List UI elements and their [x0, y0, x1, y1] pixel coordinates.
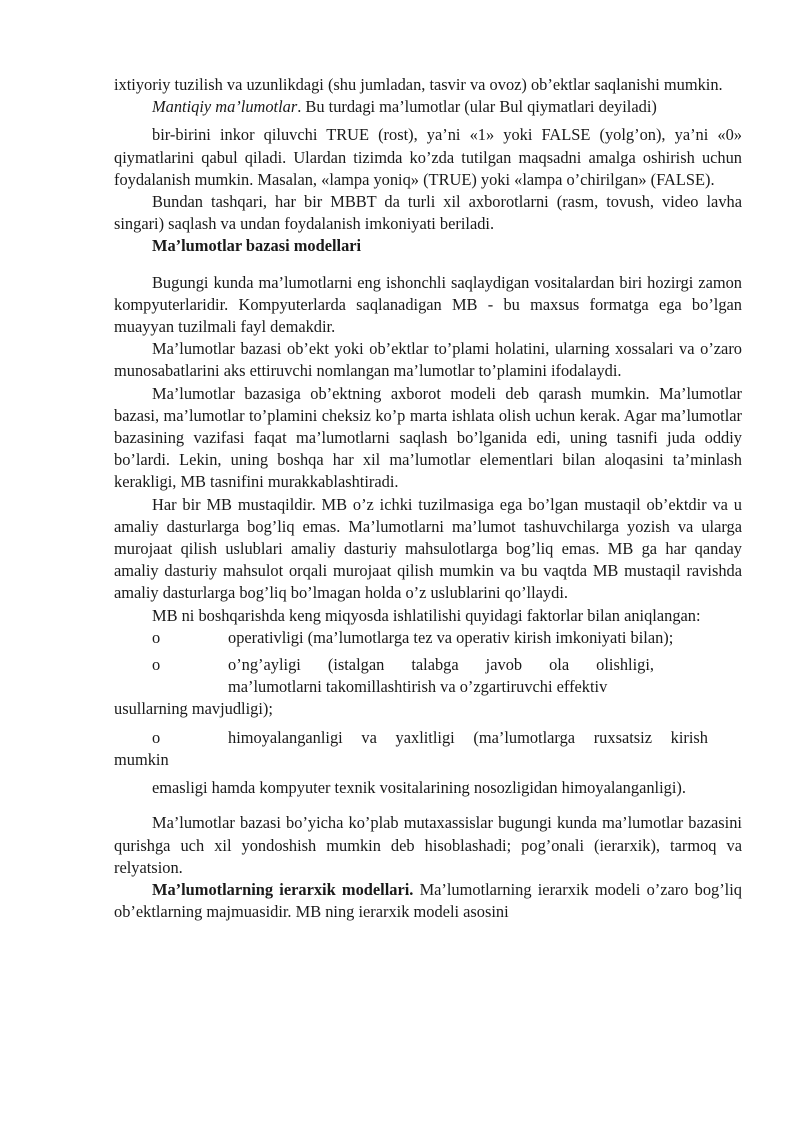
bullet-marker: o [152, 655, 161, 675]
paragraph-three-approaches: Ma’lumotlar bazasi bo’yicha ko’plab mutaxassislar bugungi kunda ma’lumotlar bazasini qurishga uch xil yondoshish mumkin deb hisoblashadi; pog’onali (ierarxik), tarmoq va relyatsion. [114, 813, 742, 877]
paragraph-hierarchical-rest: Ma’lumotlarning ierarxik modeli o’zaro bog’liq ob’ektlarning majmuasidir. MB ning ierarxik modeli asosini [114, 879, 742, 922]
paragraph-logical-data-rest: . Bu turdagi ma’lumotlar (ular Bul qiymatlari deyiladi) [297, 97, 657, 117]
document-page [114, 74, 742, 923]
paragraph-factors: MB ni boshqarishda keng miqyosda ishlatilishi quyidagi faktorlar bilan aniqlangan: [152, 605, 701, 625]
term-logical-data: Mantiqiy ma’lumotlar [152, 97, 298, 117]
bullet-item-3-line-2: mumkin [114, 749, 169, 769]
bullet-item-3 [114, 727, 742, 771]
section-heading-db-models: Ma’lumotlar bazasi modellari [152, 236, 362, 256]
bullet-item-2-line-3: usullarning mavjudligi); [114, 699, 273, 719]
paragraph-db-definition: Ma’lumotlar bazasi ob’ekt yoki ob’ektlar to’plami holatini, ularning xossalari va o’zaro munosabatlarini aks ettiruvchi nomlangan ma’lumotlar to’plamini ifodalaydi. [114, 339, 742, 381]
paragraph-true-false: bir-birini inkor qiluvchi TRUE (rost), ya’ni «1» yoki FALSE (yolg’on), ya’ni «0» qiymatlarini qabul qiladi. Ulardan tizimda ko’zda tutilgan maqsadni amalga oshirish uchun foydalanish mumkin. Masalan, «lampa yoniq» (TRUE) yoki «lampa o’chirilgan» (FALSE). [114, 125, 742, 189]
bullet-marker: o [152, 727, 161, 747]
bullet-item-2-line-2: ma’lumotlarni takomillashtirish va o’zgartiruvchi effektiv [228, 677, 608, 697]
bullet-item-3-line-1: himoyalanganligi va yaxlitligi (ma’lumotlarga ruxsatsiz kirish [228, 727, 708, 747]
paragraph-mbbt: Bundan tashqari, har bir MBBT da turli xil axborotlarni (rasm, tovush, video lavha singari) saqlash va undan foydalanish imkoniyati beriladi. [114, 192, 742, 234]
paragraph-protection: emasligi hamda kompyuter texnik vositalarining nosozligidan himoyalanganligi). [152, 778, 686, 798]
paragraph-hierarchical [114, 879, 742, 923]
bullet-item-2-line-1: o’ng’ayligi (istalgan talabga javob ola olishligi, [228, 655, 654, 675]
paragraph-computers: Bugungi kunda ma’lumotlarni eng ishonchli saqlaydigan vositalardan biri hozirgi zamon kompyuterlaridir. Kompyuterlarda saqlanadigan MB - bu maxsus formatga ega bo’lgan muayyan tuzilmali fayl demakdir. [114, 272, 742, 337]
bullet-marker: o [152, 627, 161, 647]
bullet-item-1-text: operativligi (ma’lumotlarga tez va operativ kirish imkoniyati bilan); [228, 627, 674, 647]
paragraph-independence: Har bir MB mustaqildir. MB o’z ichki tuzilmasiga ega bo’lgan mustaqil ob’ektdir va u amaliy dasturlarga bog’liq emas. Ma’lumotlarni ma’lumot tashuvchilarga yozish va ularga murojaat qilish uslublari amaliy dasturiy mahsulotlarga bog’liq emas. MB ga har qanday amaliy dasturiy mahsulot orqali murojaat qilish mumkin va bu vaqtda MB mustaqil ravishda amaliy dasturlarga bog’liq bo’lmagan holda o’z uslublarini qo’llaydi. [114, 494, 742, 603]
term-hierarchical-models: Ma’lumotlarning ierarxik modellari. [152, 879, 414, 899]
bullet-item-2 [114, 654, 742, 721]
paragraph-info-model: Ma’lumotlar bazasiga ob’ektning axborot modeli deb qarash mumkin. Ma’lumotlar bazasi, ma’lumotlar to’plamini cheksiz ko’p marta ishlata olish uchun kerak. Agar ma’lumotlar bazasining vazifasi faqat ma’lumotlarni saqlash bo’lganida edi, uning tasnifi juda oddiy bo’lardi. Lekin, uning boshqa har xil ma’lumotlar elementlari bilan aloqasini ta’minlash kerakligi, MB tasnifini murakkablashtiradi. [114, 383, 742, 492]
paragraph-logical-data [114, 96, 742, 118]
bullet-item-1 [114, 627, 742, 649]
paragraph-1: ixtiyoriy tuzilish va uzunlikdagi (shu jumladan, tasvir va ovoz) ob’ektlar saqlanishi mumkin. [114, 75, 723, 94]
